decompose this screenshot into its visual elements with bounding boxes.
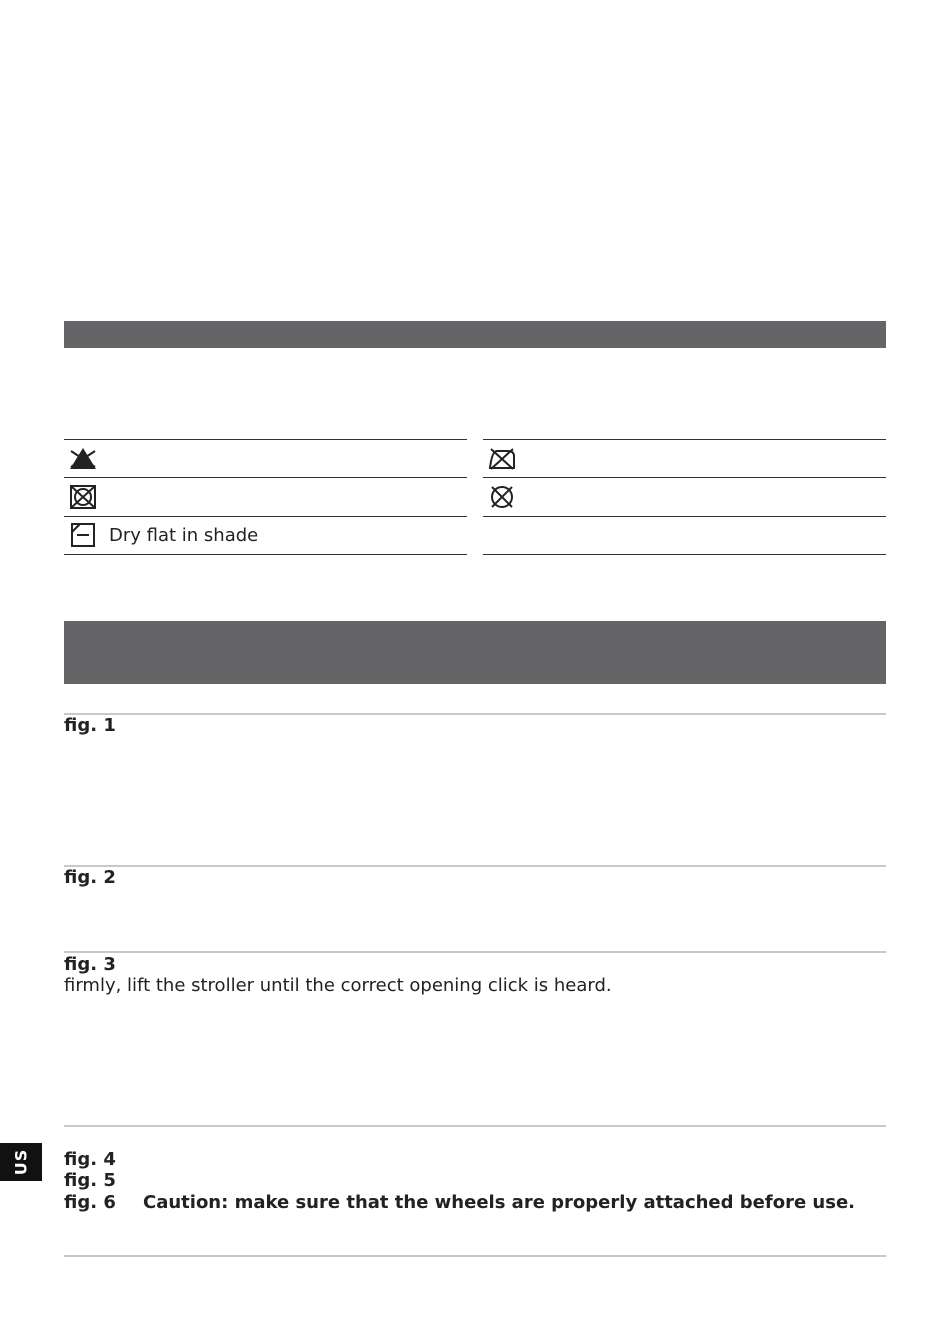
fig-label: fig. 2: [64, 867, 116, 888]
fig-caution-text: Caution: make sure that the wheels are properly attached before use.: [143, 1192, 856, 1213]
fig-text: firmly, lift the stroller until the correct opening click is heard.: [64, 975, 612, 996]
divider: [64, 1255, 886, 1257]
section-header-bar: [64, 321, 886, 348]
language-tab: [0, 1143, 42, 1181]
table-rule: [64, 439, 467, 440]
fig-label: fig. 3: [64, 954, 116, 975]
care-label-dry-flat: Dry flat in shade: [109, 525, 259, 546]
dry-flat-in-shade-icon: [68, 522, 98, 548]
divider: [64, 951, 886, 953]
table-rule: [64, 477, 467, 478]
table-rule: [64, 516, 467, 517]
fig-label: fig. 5: [64, 1170, 116, 1191]
table-rule: [483, 439, 886, 440]
section-header-bar: [64, 621, 886, 684]
divider: [64, 1125, 886, 1127]
do-not-dry-clean-icon: [487, 484, 517, 510]
divider: [64, 713, 886, 715]
do-not-tumble-dry-icon: [68, 484, 98, 510]
fig-label: fig. 1: [64, 715, 116, 736]
table-rule: [483, 477, 886, 478]
table-rule: [483, 554, 886, 555]
table-rule: [483, 516, 886, 517]
do-not-bleach-icon: [68, 446, 98, 472]
fig-label: fig. 4: [64, 1149, 116, 1170]
table-rule: [64, 554, 467, 555]
divider: [64, 865, 886, 867]
fig-label: fig. 6: [64, 1192, 116, 1213]
language-tab-label: US: [11, 1148, 31, 1176]
do-not-iron-icon: [487, 446, 517, 472]
